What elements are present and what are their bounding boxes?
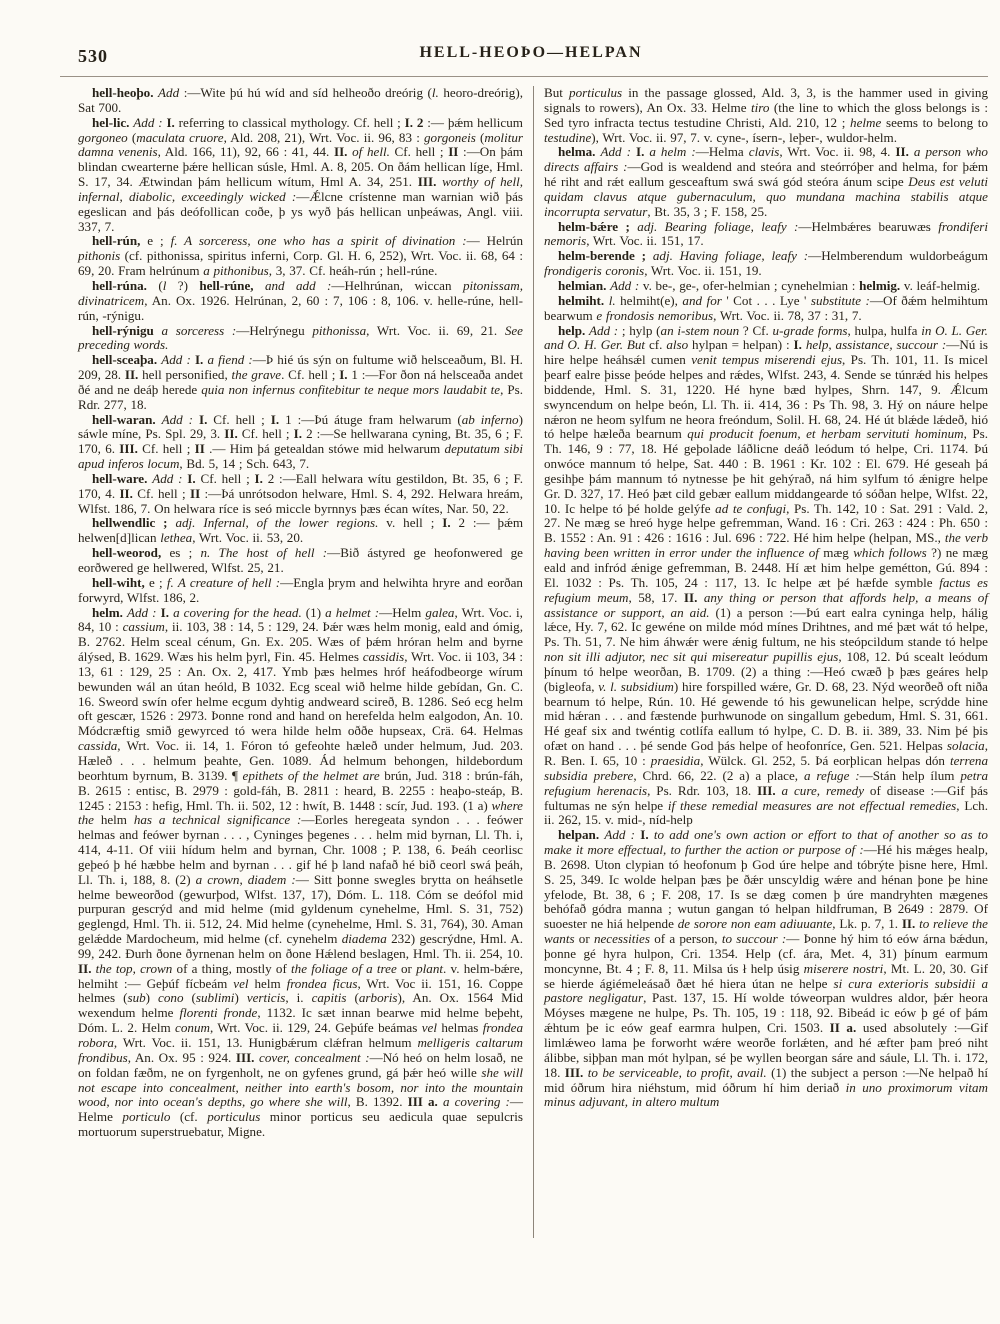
italic-run: solacia (946, 738, 985, 754)
bold-run: I. (187, 470, 196, 486)
italic-run: lethea (160, 530, 193, 546)
italic-run: l. (431, 85, 439, 100)
italic-run: Add : (127, 604, 157, 620)
bold-run: II. (78, 960, 92, 976)
italic-run: a refuge : (803, 767, 860, 783)
italic-run: cassidis (362, 649, 405, 665)
bold-run: II (189, 485, 201, 501)
italic-run: Add : (600, 144, 631, 160)
italic-run: porticulus (207, 1109, 261, 1125)
entry-helm-continuation: But porticulus in the passage glossed, Ald. 3, 3, is the hammer used in giving signals to rowers), An Ox. 33. Helme tiro (the line to which the gloss belongs is : Sed tyro infracta tectus testudine Christi, Ald. 210, 12 ; helme seems to belong to testudine), Wrt. Voc. ii. 97, 7. v. cyne-, ísern-, leþer-, wuldor-helm. (544, 85, 989, 145)
bold-run: I. (160, 604, 169, 620)
italic-run: substitute : (810, 292, 870, 308)
italic-run: the top, crown (95, 960, 173, 976)
italic-run: epithets of the helmet are (242, 767, 380, 783)
italic-run: to succour : (721, 931, 787, 947)
italic-run: the grave (231, 367, 282, 383)
bold-run: hell-ware. (92, 470, 148, 486)
bold-run: hellwendlic ; (92, 515, 168, 531)
running-head: HELL-HEOÞO—HELPAN (419, 44, 643, 61)
page-header (78, 44, 984, 70)
italic-run: porticulus (569, 85, 623, 100)
column-left (78, 86, 533, 1238)
italic-run: a helm : (649, 144, 696, 160)
bold-run: II. (224, 426, 238, 442)
entry-hell-ware: hell-ware. Add : I. Cf. hell ; I. 2 :—Eall helwara wítu gestildon, Bt. 35, 6 ; F. 170, 4. II. Cf. hell ; II :—Þá unrótsodon helware, Hml. S. 4, 292. Helwara hreám, Wlfst. 186, 7. On helwara ríce is seó miccle byrnnys þæs écan wítes, Nar. 50, 22. (78, 470, 523, 516)
italic-run: See preceding words. (78, 322, 523, 353)
italic-run: Add : (161, 352, 191, 368)
italic-run: gorgoneis (424, 129, 476, 145)
italic-run: praesidia (650, 752, 701, 768)
bold-run: II (448, 144, 459, 160)
italic-run: non sit illi adjutor, nec sit qui misereatur pupillis ejus (544, 649, 839, 665)
bold-run: I. (293, 426, 302, 442)
bold-run: III. (417, 174, 437, 190)
italic-run: Add : (133, 114, 163, 130)
bold-run: I. (640, 827, 649, 843)
italic-run: and add : (264, 277, 332, 293)
italic-run: cono (158, 990, 184, 1006)
italic-run: clavis (748, 144, 780, 160)
entry-hell-runa: hell-rúna. (l ?) hell-rúne, and add :—Helhrúnan, wiccan pitonissam, divinatricem, An. Ox. 1926. Helrúnan, 2, 60 : 7, 106 : 8, 106. v. helle-rúne, hell-rún, -rýnigu. (78, 277, 523, 323)
italic-run: galea (425, 604, 455, 620)
italic-run: a pithonibus (203, 263, 269, 279)
entry-helmiht: helmiht. l. helmiht(e), and for ' Cot . . . Lye ' substitute :—Of ðǽm helmihtum bearwum e frondosis nemoribus, Wrt. Voc. ii. 78, 37 : 31, 7. (544, 292, 988, 323)
column-right (533, 86, 988, 1238)
entry-helmian: helmian. Add : v. be-, ge-, ofer-helmian ; cynehelmian : helmig. v. leáf-helmig. (558, 277, 981, 293)
italic-run: si cura exterioris subsidii a pastore negligatur (544, 975, 988, 1006)
italic-run: porticulo (122, 1109, 171, 1125)
italic-run: and for (682, 292, 722, 308)
italic-run: ad te confugi (715, 500, 787, 516)
italic-run: Add (158, 85, 180, 100)
italic-run: Deus est veluti quidam clavus atque gubernaculum, quo mundana machina stabilis atque incorrupta servatur (544, 174, 988, 219)
italic-run: deputatum sibi apud inferos locum (78, 441, 523, 472)
italic-run: she will not escape into concealment, neither into earth's bosom, nor into the mountain wood, nor into ocean's depths, go where she will (78, 1064, 523, 1110)
bold-run: I. (793, 337, 802, 353)
bold-run: hell-waran. (92, 411, 156, 427)
bold-run: I. (166, 114, 175, 130)
italic-run: frondea ficus (286, 975, 358, 991)
italic-run: pithonissa (312, 322, 367, 338)
italic-run: arboris (358, 990, 398, 1006)
bold-run: III. (235, 1049, 255, 1065)
italic-run: l. (608, 292, 616, 308)
entry-helm-berende: helm-berende ; adj. Having foliage, leafy :—Helmberendum wuldorbeágum frondigeris coronis, Wrt. Voc. ii. 151, 19. (544, 248, 988, 279)
italic-run: florenti fronde (179, 1005, 258, 1021)
page-number: 530 (78, 46, 108, 66)
italic-run: cassida (78, 738, 118, 754)
italic-run: also (666, 337, 689, 353)
bold-run: I. (254, 470, 263, 486)
bold-run: hell-sceaþa. (92, 352, 158, 368)
bold-run: helma. (558, 144, 596, 160)
italic-run: tiro (751, 99, 770, 115)
bold-run: I. (442, 515, 451, 531)
italic-run: melligeris caltarum frondibus (78, 1035, 523, 1065)
italic-run: sub (127, 990, 146, 1006)
bold-run: hell-wiht, (92, 574, 145, 590)
bold-run: hell-weorod, (92, 545, 162, 561)
entry-help: help. Add : ; hylp (an i-stem noun ? Cf. u-grade forms, hulpa, hulfa in O. L. Ger. and O. H. Ger. But cf. also hylpan = helpan) : I. help, assistance, succour :—Nú is hire helpe heáhsǽl cumen venit tempus miserendi ejus, Ps. Th. 101, 11. Is micel þearf ealre þisse þeóde helpes and rǽdes, Wlfst. 243, 4. Sende se túnrǽd his helpes biddende, Hml. S. 31, 1220. Hé hyne bæd hylpes, Shrn. 147, 9. Ǽlcum swyncendum on helpe beón, Ll. Th. ii. 414, 36 : Ps Th. 98, 3. Hý on náure helpe nǽron ne heom sylfum ne heora freóndum, Solil. H. 68, 24. Hé út blǽde lǽdeð, hió tó helpe hæleða bearnum qui producit foenum, et herbam servituti hominum, Ps. Th. 146, 9 : 77, 18. Hé geþolade láðlicne deáð leódum tó helpe, Cri. 1174. Þú onwóce mannum tó helpe, Sat. 440 : B. 1961 : Kr. 102 : El. 679. Hé geseah þá gesihþe þám mannum tó nytnesse þe hit gehýrað, ná him sylfum tó ǽnigre helpe Gr. D. 327, 17. Heó þæt cild gebær eallum middangearde tó sóðan helpe, Wlfst. 22, 10. Ic helpe tó þé holde gelýfe ad te confugi, Ps. Th. 142, 10 : Sat. 291 : Vald. 2, 27. Ne mæg se hreó hyge helpe gefremman, Wand. 16 : Cri. 263 : 424 : Ph. 650 : B. 1552 : An. 91 : 426 : 1616 : Jul. 696 : 722. Hé him helpe (helpan, MS., the verb having been written in error under the influence of mæg which follows ?) ne mæg eald and infród ǽnige gefremman, B. 2448. Hí æt him helpe gemétton, Gú. 894 : El. 1032 : Ps. Th. 105, 24 : 117, 13. Ic helpe æt þé hæfde symble factus es refugium meum, 58, 17. II. any thing or person that affords help, a means of assistance or support, an aid. (1) a person :—Þú eart ealra cyninga help, hálig lǽce, Hy. 7, 62. Ic gewéne on milde mód mínes Drihtnes, and mé þæt wát tó helpe, Ps. Th. 51, 7. Ne him áhwǽr were ǽnig fultum, ne his steópcildum stande tó helpe non sit illi adjutor, nec sit qui misereatur pupillis ejus, 108, 12. Þú scealt leódum þínum tó helpe weorðan, B. 1709. (2) a thing :—Heó cwæð þ þæs geáres help (bigleofa, v. l. subsidium) hire forspilled wǽre, Gr. D. 68, 23. Nýd weorðeð oft niða bearnum tó helpe, Rún. 10. Hé gewende tó his gewunelican helpe, scrýdde hine mid hǽran . . . and fæstende þurhwunode on singallum gebedum, Hml. S. 31, 661. Hé geaf six and twéntig cotlífa eallum tó hylpe, C. D. B. ii. 389, 33. Nim þé þis ofæt on hand . . . þé sende God þás helpe of heofonríce, Gen. 521. Helpas solacia, R. Ben. I. 65, 10 : praesidia, Wülck. Gl. 252, 5. Þá eorþlican helpas dón terrena subsidia prebere, Chrd. 66, 22. (2 a) a place, a refuge :—Stán help ílum petra refugium herenacis, Ps. Rdr. 103, 18. III. a cure, remedy of disease :—Gif þás fultumas ne sýn helpe if these remedial measures are not effectual remedies, Lch. ii. 262, 15. v. mid-, níd-help (544, 322, 989, 828)
italic-run: necessities (593, 931, 650, 947)
bold-run: III. (564, 1064, 584, 1080)
italic-run: n. The host of hell : (200, 545, 328, 561)
italic-run: quia non infernus confitebitur te neque mors laudabit te (201, 381, 501, 397)
italic-run: f. A creature of hell : (166, 574, 281, 590)
italic-run: an i-stem noun (660, 322, 740, 338)
bold-run: hel-lic. (92, 114, 130, 130)
entry-hell-sceapa: hell-sceaþa. Add : I. a fiend :—Þ hié ús sýn on fultume wið helsceaðum, Bl. H. 209, 28. II. hell personified, the grave. Cf. hell ; I. 1 :—For ðon ná helsceaða andet ðé and ne deáþ herede quia non infernus confitebitur te neque mors laudabit te, Ps. Rdr. 277, 18. (78, 352, 524, 412)
bold-run: II. (901, 916, 916, 932)
entry-helm: helm. Add : I. a covering for the head. (1) a helmet :—Helm galea, Wrt. Voc. i, 84, 10 : cassium, ii. 103, 38 : 14, 5 : 129, 24. Þǽr wæs helm monig, eald and ómig, B. 2762. Helm sceal cénum, Gn. Ex. 205. Wæs of þǽm hróran helm and byrne álýsed, B. 1629. Wæs his helm þyrl, Fin. 45. Helmes cassidis, Wrt. Voc. ii 103, 34 : 13, 61 : 129, 25 : An. Ox. 2, 417. Ymb þæs helmes hróf heáfodbeorge wírum bewunden wál an útan heóld, B 1032. Ecg sceal wið helme hilde gebídan, Gn. C. 16. Sweord swín ofer helme ecgum dyhtig andweard scireð, B. 1286. Seó ecg helm oft gescær, 1526 : 2973. Þonne rond and hand on herefelda helm ealgodon, An. 10. Módcræftig smið gewyrced tó wera hilde helm oððe hupseax, Crä. 64. Helmas cassida, Wrt. Voc. ii. 14, 1. Fóron tó gefeohte hæleð under helmum, Jud. 203. Hæleð . . . helmum þeahte, Gen. 1089. Ád helmum behongen, hildebordum beorhtum byrnum, B. 3139. ¶ epithets of the helmet are brún, Jud. 318 : brún-fáh, B. 2615 : entisc, B. 2979 : gold-fáh, B. 2811 : heard, B. 2255 : heaþo-steáp, B. 1245 : 2153 : hefig, Hml. Th. ii. 502, 12 : hwít, B. 1448 : scír, Jud. 193. (1 a) where the helm has a technical significance :—Eorles heregeata syndon . . . feówer helmas and feówer byrnan . . . , Cyninges þegenes . . . helm mid byrnan, Ll. Th. i, 414, 4-11. Of viii hídum helm and byrnan, Chr. 1008 ; P. 138, 6. Þeáh ceorlisc geþeó þ hé hæbbe helm and byrnan . . . gif hé þ land nafað hé bið ceorl swá þeáh, Ll. Th. i, 188, 8. (2) a crown, diadem :— Sitt þonne swegles brytta on heáhsetle helme beweorðod (gewurþod, Wlfst. 137, 17), Dóm. L. 118. Cóm se deófol mid purpuran gescrýd and mid helme (mid gyldenum cynehelme, Hml. S. 31, 752) geglengd, Hml. Th. ii. 512, 24. Mid helme (cynehelme, Hml. S. 31, 764), 30. Aman gelǽdde Mardocheum, mid helme (cf. cynehelm diadema 232) gescrýdne, Hml. A. 99, 242. Ðurh ðone ðyrnenan helm on ðone Hǽlend beslagen, Hml. Th. ii. 254, 10. II. the top, crown of a thing, mostly of the foliage of a tree or plant. v. helm-bǽre, helmiht :— Geþúf fícbeám vel helm frondea ficus, Wrt. Voc ii. 151, 16. Coppe helmes (sub) cono (sublimi) verticis, i. capitis (arboris), An. Ox. 1564 Mid wexendum helme florenti fronde, 1132. Ic sæt innan bearwe mid helme beþeht, Dóm. L. 2. Helm conum, Wrt. Voc. ii. 129, 24. Geþúfe beámas vel helmas frondea robora, Wrt. Voc. ii. 151, 13. Hunigbǽrum clǽfran helmum melligeris caltarum frondibus, An. Ox. 95 : 924. III. cover, concealment :—Nó heó on helm losað, ne on foldan fæðm, ne on fyrgenholt, ne on gyfenes grund, gá þǽr heó wille she will not escape into concealment, neither into earth's bosom, nor into the mountain wood, nor into ocean's depths, go where she will, B. 1392. III a. a covering :—Helme porticulo (cf. porticulus minor porticus seu aedicula quae sepulcris mortuorum superstruebatur, Migne. (78, 604, 524, 1140)
bold-run: I. (270, 411, 280, 427)
italic-run: vel (233, 975, 249, 991)
italic-run: conum (175, 1020, 210, 1036)
italic-run: terrena subsidia prebere (544, 752, 988, 783)
italic-run: sublimi (195, 990, 235, 1006)
italic-run: the verb having been written in error under the influence of (544, 530, 988, 561)
italic-run: l (162, 277, 167, 293)
italic-run: a covering for the head. (173, 604, 302, 620)
italic-run: to add one's own action or effort to that of another so as to make it more effectual, to further the action or purpose of : (544, 827, 988, 858)
italic-run: pithonis (78, 248, 121, 264)
bold-run: III a. (407, 1094, 438, 1110)
italic-run: f. A sorceress, one who has a spirit of divination : (170, 233, 467, 249)
bold-run: helmig. (859, 277, 901, 293)
italic-run: Add : (152, 470, 183, 486)
italic-run: a covering : (442, 1094, 510, 1110)
italic-run: a helmet : (325, 604, 380, 620)
italic-run: a crown, diadem : (195, 871, 296, 887)
bold-run: hell-rúna. (92, 277, 147, 293)
italic-run: molitur damna venenis (78, 129, 523, 160)
bold-run: hell-rún, (92, 233, 141, 249)
entry-hellwendlic: hellwendlic ; adj. Infernal, of the lower regions. v. hell ; I. 2 :— þǽm helwen[d]lican lethea, Wrt. Voc. ii. 53, 20. (78, 515, 524, 546)
italic-run: to relieve the wants (544, 916, 988, 947)
italic-run: vel (421, 1020, 437, 1036)
entry-hell-run: hell-rún, e ; f. A sorceress, one who has a spirit of divination :— Helrún pithonis (cf. pithonissa, spiritus inferni, Corp. Gl. H. 6, 252), Wrt. Voc. ii. 68, 64 : 69, 20. Fram helrúnum a pithonibus, 3, 37. Cf. heáh-rún ; hell-rúne. (78, 233, 523, 279)
italic-run: where the (78, 797, 523, 828)
entry-helm-baere: helm-bǽre ; adj. Bearing foliage, leafy :—Helmbǽres bearuwæs frondiferi nemoris, Wrt. Voc. ii. 151, 17. (544, 218, 988, 249)
entry-hell-rynigu: hell-rýnigu a sorceress :—Helrýnegu pithonissa, Wrt. Voc. ii. 69, 21. See preceding words. (78, 322, 523, 353)
bold-run: II. (333, 144, 348, 160)
entry-helpan: helpan. Add : I. to add one's own action or effort to that of another so as to make it more effectual, to further the action or purpose of :—Hé his mǽges healp, B. 2698. Uton clypian tó heofonum þ God úre helpe and tóbrýte þisne here, Hml. S. 25, 349. Ic wolde helpan þæs þe ðǽr unscyldig wǽre and hénan þone þe hine yfelode, Bt. 38, 6 ; F. 208, 17. Is se dæg comen þ úre mandryhten mægenes behófað gódra manna ; wutun gangan tó helpan hildfruman, B 2649 : 2879. Of suoester ne hiá helpende de sorore non eam adiuuante, Lk. p. 7, 1. II. to relieve the wants or necessities of a person, to succour :— Þonne hý him tó eów árna bǽdun, þonne gé hyra hulpon, Cri. 1354. Help (cf. ára, Met. 4, 31) þínum earmum moncynne, Bt. 4 ; F. 8, 11. Milsa ús ł help úsig miserere nostri, Mt. L. 20, 30. Gif se hierde ágiémeleásað ðæt hé hiera útan ne helpe si cura exterioris subsidii a pastore negligatur, Past. 137, 15. Hí wolde tóweorpan wuldres aldor, þǽr heora Móyses mægene ne hulpe, Ps. Th. 105, 19 : 118, 92. Bibeád ic eów þ gé of þám ǽhtum þe ic eów geaf earmra hulpen, Cri. 1503. II a. used absolutely :—Gif limlǽweo lama þe forworht wǽre weorðe forlǽten, and hé æfter þam þreó niht álibbe, siþþan man mót hylpan, sé þe wyllen beorgan sáre and sáule, Ll. Th. i. 172, 18. III. to be serviceable, to profit, avail. (1) the subject a person :—Ne helpað hí mid óðrum hira niéhstum, mid óðrum hí him deriað in uno proximorum vitam minus adjuvant, in altero multum (544, 827, 988, 1110)
bold-run: helm-bǽre ; (558, 218, 630, 234)
italic-run: a sorceress : (161, 322, 237, 338)
text-columns (78, 86, 988, 1238)
bold-run: helm. (92, 604, 123, 620)
italic-run: verticis (246, 990, 286, 1006)
italic-run: petra refugium herenacis (544, 767, 988, 798)
italic-run: in O. L. Ger. and O. H. Ger. But (544, 322, 988, 353)
italic-run: adj. Bearing foliage, leafy : (637, 218, 799, 234)
entry-hell-weorod: hell-weorod, es ; n. The host of hell :—Bið ástyred ge heofonwered ge eorðwered ge hellwered, Wlfst. 25, 21. (78, 545, 523, 575)
italic-run: diadema (341, 931, 387, 947)
header-rule (60, 76, 988, 77)
italic-run: e frondosis nemoribus (596, 307, 714, 323)
italic-run: a person who directs affairs : (544, 144, 988, 175)
italic-run: frondigeris coronis (544, 263, 645, 279)
bold-run: I. (339, 367, 348, 383)
bold-run: helmian. (558, 277, 607, 293)
bold-run: III. (757, 782, 776, 798)
italic-run: of hell. (352, 144, 390, 160)
italic-run: de sorore non eam adiuuante (677, 916, 833, 932)
italic-run: maculata cruore (136, 129, 224, 145)
italic-run: cover, concealment : (259, 1049, 370, 1065)
bold-run: II. (683, 589, 698, 605)
italic-run: u-grade forms (772, 322, 848, 338)
bold-run: II. (119, 485, 133, 501)
bold-run: hell-heoþo. (92, 85, 154, 100)
bold-run: I. 2 (404, 114, 424, 130)
italic-run: to be serviceable, to profit, avail. (587, 1064, 767, 1080)
italic-run: Add : (161, 411, 194, 427)
bold-run: III. (119, 441, 138, 457)
italic-run: which follows (853, 545, 927, 561)
italic-run: a cure, remedy (781, 782, 865, 798)
italic-run: Add : (610, 277, 640, 293)
italic-run: frondiferi nemoris (544, 218, 988, 249)
italic-run: helme (850, 114, 882, 130)
bold-run: helm-berende ; (558, 248, 647, 264)
bold-run: helpan. (558, 827, 600, 843)
entry-hell-wiht: hell-wiht, e ; f. A creature of hell :—Engla þrym and helwihta hryre and eorðan forwyrd, Wlfst. 186, 2. (78, 574, 523, 605)
bold-run: II a. (829, 1020, 857, 1036)
italic-run: the foliage of a tree (291, 960, 397, 976)
bold-run: I. (194, 352, 204, 368)
entry-hel-lic: hel-lic. Add : I. referring to classical mythology. Cf. hell ; I. 2 :— þǽm hellicum gorgoneo (maculata cruore, Ald. 208, 21), Wrt. Voc. ii. 96, 83 : gorgoneis (molitur damna venenis, Ald. 166, 11), 92, 66 : 41, 44. II. of hell. Cf. hell ; II :—On þám blindan cwearterne þǽre hellican súsle, Hml. A. 8, 205. On ðám hellican líge, Hml. S. 17, 34. Ætwindan þám hellicum wítum, Hml A. 34, 251. III. worthy of hell, infernal, diabolic, exceedingly wicked :—Ǽlcne crístenne man warnian wið þás egeslican and þás deófollican coðe, þ ys wyð þás hellican unþeáwas, Angl. viii. 337, 7. (78, 114, 523, 234)
bold-run: I. (635, 144, 645, 160)
italic-run: plant (416, 960, 444, 976)
bold-run: helmiht. (558, 292, 605, 308)
italic-run: any thing or person that affords help, a means of assistance or support, an aid. (544, 589, 988, 620)
italic-run: has a technical significance : (133, 812, 302, 828)
italic-run: worthy of hell, infernal, diabolic, exceedingly wicked : (78, 174, 523, 204)
italic-run: factus es refugium meum (544, 574, 989, 605)
italic-run: help, assistance, succour : (805, 337, 947, 353)
entry-hell-heopo: hell-heoþo. Add :—Wite þú hú wíd and síd helheoðo dreórig (l. heoro-dreórig), Sat 700. (78, 85, 523, 115)
bold-run: hell-rúne, (199, 277, 254, 293)
bold-run: help. (558, 322, 586, 338)
italic-run: ab inferno (461, 411, 519, 427)
italic-run: venit tempus miserendi ejus (691, 352, 843, 368)
italic-run: frondea robora (78, 1020, 524, 1050)
italic-run: miserere nostri (803, 960, 884, 976)
bold-run: II. (124, 367, 139, 383)
entry-hell-waran: hell-waran. Add : I. Cf. hell ; I. 1 :—Þú átuge fram helwarum (ab inferno) sáwle míne, Ps. Spl. 29, 3. II. Cf. hell ; I. 2 :—Se hellwarana cyning, Bt. 35, 6 ; F. 170, 6. III. Cf. hell ; II .— Him þá getealdan stówe mid helwarum deputatum sibi apud inferos locum, Bd. 5, 14 ; Sch. 643, 7. (78, 411, 524, 472)
italic-run: Add : (589, 322, 619, 338)
italic-run: if these remedial measures are not effectual remedies (667, 797, 957, 813)
italic-run: v. l. subsidium (598, 678, 674, 694)
italic-run: cassium (122, 619, 165, 635)
bold-run: II (194, 441, 205, 457)
italic-run: testudine (544, 129, 592, 145)
italic-run: in uno proximorum vitam minus adjuvant, in altero multum (544, 1079, 988, 1110)
italic-run: pitonissam, divinatricem (78, 277, 523, 308)
bold-run: II. (895, 144, 909, 160)
bold-run: I. (198, 411, 208, 427)
bold-run: hell-rýnigu (92, 322, 154, 338)
italic-run: Add : (604, 827, 636, 843)
italic-run: capitis (311, 990, 347, 1006)
italic-run: adj. Infernal, of the lower regions. (175, 515, 379, 531)
italic-run: adj. Having foliage, leafy : (652, 248, 809, 264)
italic-run: qui producit foenum, et herbam servituti hominum (687, 426, 964, 442)
entry-helma: helma. Add : I. a helm :—Helma clavis, Wrt. Voc. ii. 98, 4. II. a person who directs affairs :—God is wealdend and steóra and steórróþer and helma, for þǽm hé riht and rǽt eallum gesceaftum swá swá gód steóra ánum scipe Deus est veluti quidam clavus atque gubernaculum, quo mundana machina stabilis atque incorrupta servatur, Bt. 35, 3 ; F. 158, 25. (544, 144, 988, 219)
italic-run: a fiend : (207, 352, 253, 368)
italic-run: gorgoneo (78, 129, 128, 145)
